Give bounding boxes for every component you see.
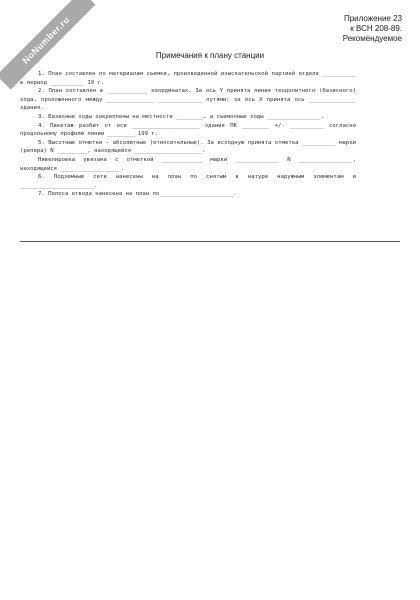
note-2: 2. План составлен в ____________ координатах. За ось Y принята линия теодолитного (базисного) хода, проложенного между ______________ _____________ путями; за ось X принята ось ______________ здания. xyxy=(20,88,356,112)
appendix-number: Приложение 23 xyxy=(343,14,402,23)
bottom-divider xyxy=(20,241,400,242)
note-7: 7. Полоса отвода нанесена на план по______________________. xyxy=(38,191,237,198)
notes-body xyxy=(20,70,356,199)
document-title: Примечания к плану станции xyxy=(155,51,265,60)
note-1: 1. План составлен по материалам съемки, произведенной изыскательской партией отдела __________ в период __________ 19 г. xyxy=(20,71,356,86)
note-3: 3. Базисные ходы закреплены на местности ________, а съемочные ходы ________________. xyxy=(38,113,325,120)
appendix-reference: к ВСН 208-89. xyxy=(350,24,402,33)
note-6: 6. Подземные сети нанесены на план по снятым в натуре наружным элементам и ______________________. xyxy=(20,174,356,189)
note-4: 4. Пикетаж разбит от оси ____________________ здания ПК ________ +/- __________ согласно продольному профилю линии ________ 199 г. xyxy=(20,122,356,138)
appendix-header xyxy=(343,14,402,44)
note-5: 5. Высотные отметки - абсолютные (относительные). За исходную принята отметка __________ марки (репера) N _________, находящейся ____________________. xyxy=(20,139,356,155)
watermark-logo: NoNumber.ru xyxy=(0,0,95,89)
appendix-status: Рекомендуемое xyxy=(342,34,402,43)
note-5-leveling: Нивелировка увязана с отметкой ____________ марки _____________ N ________________, находящейся __________________. xyxy=(20,156,356,172)
